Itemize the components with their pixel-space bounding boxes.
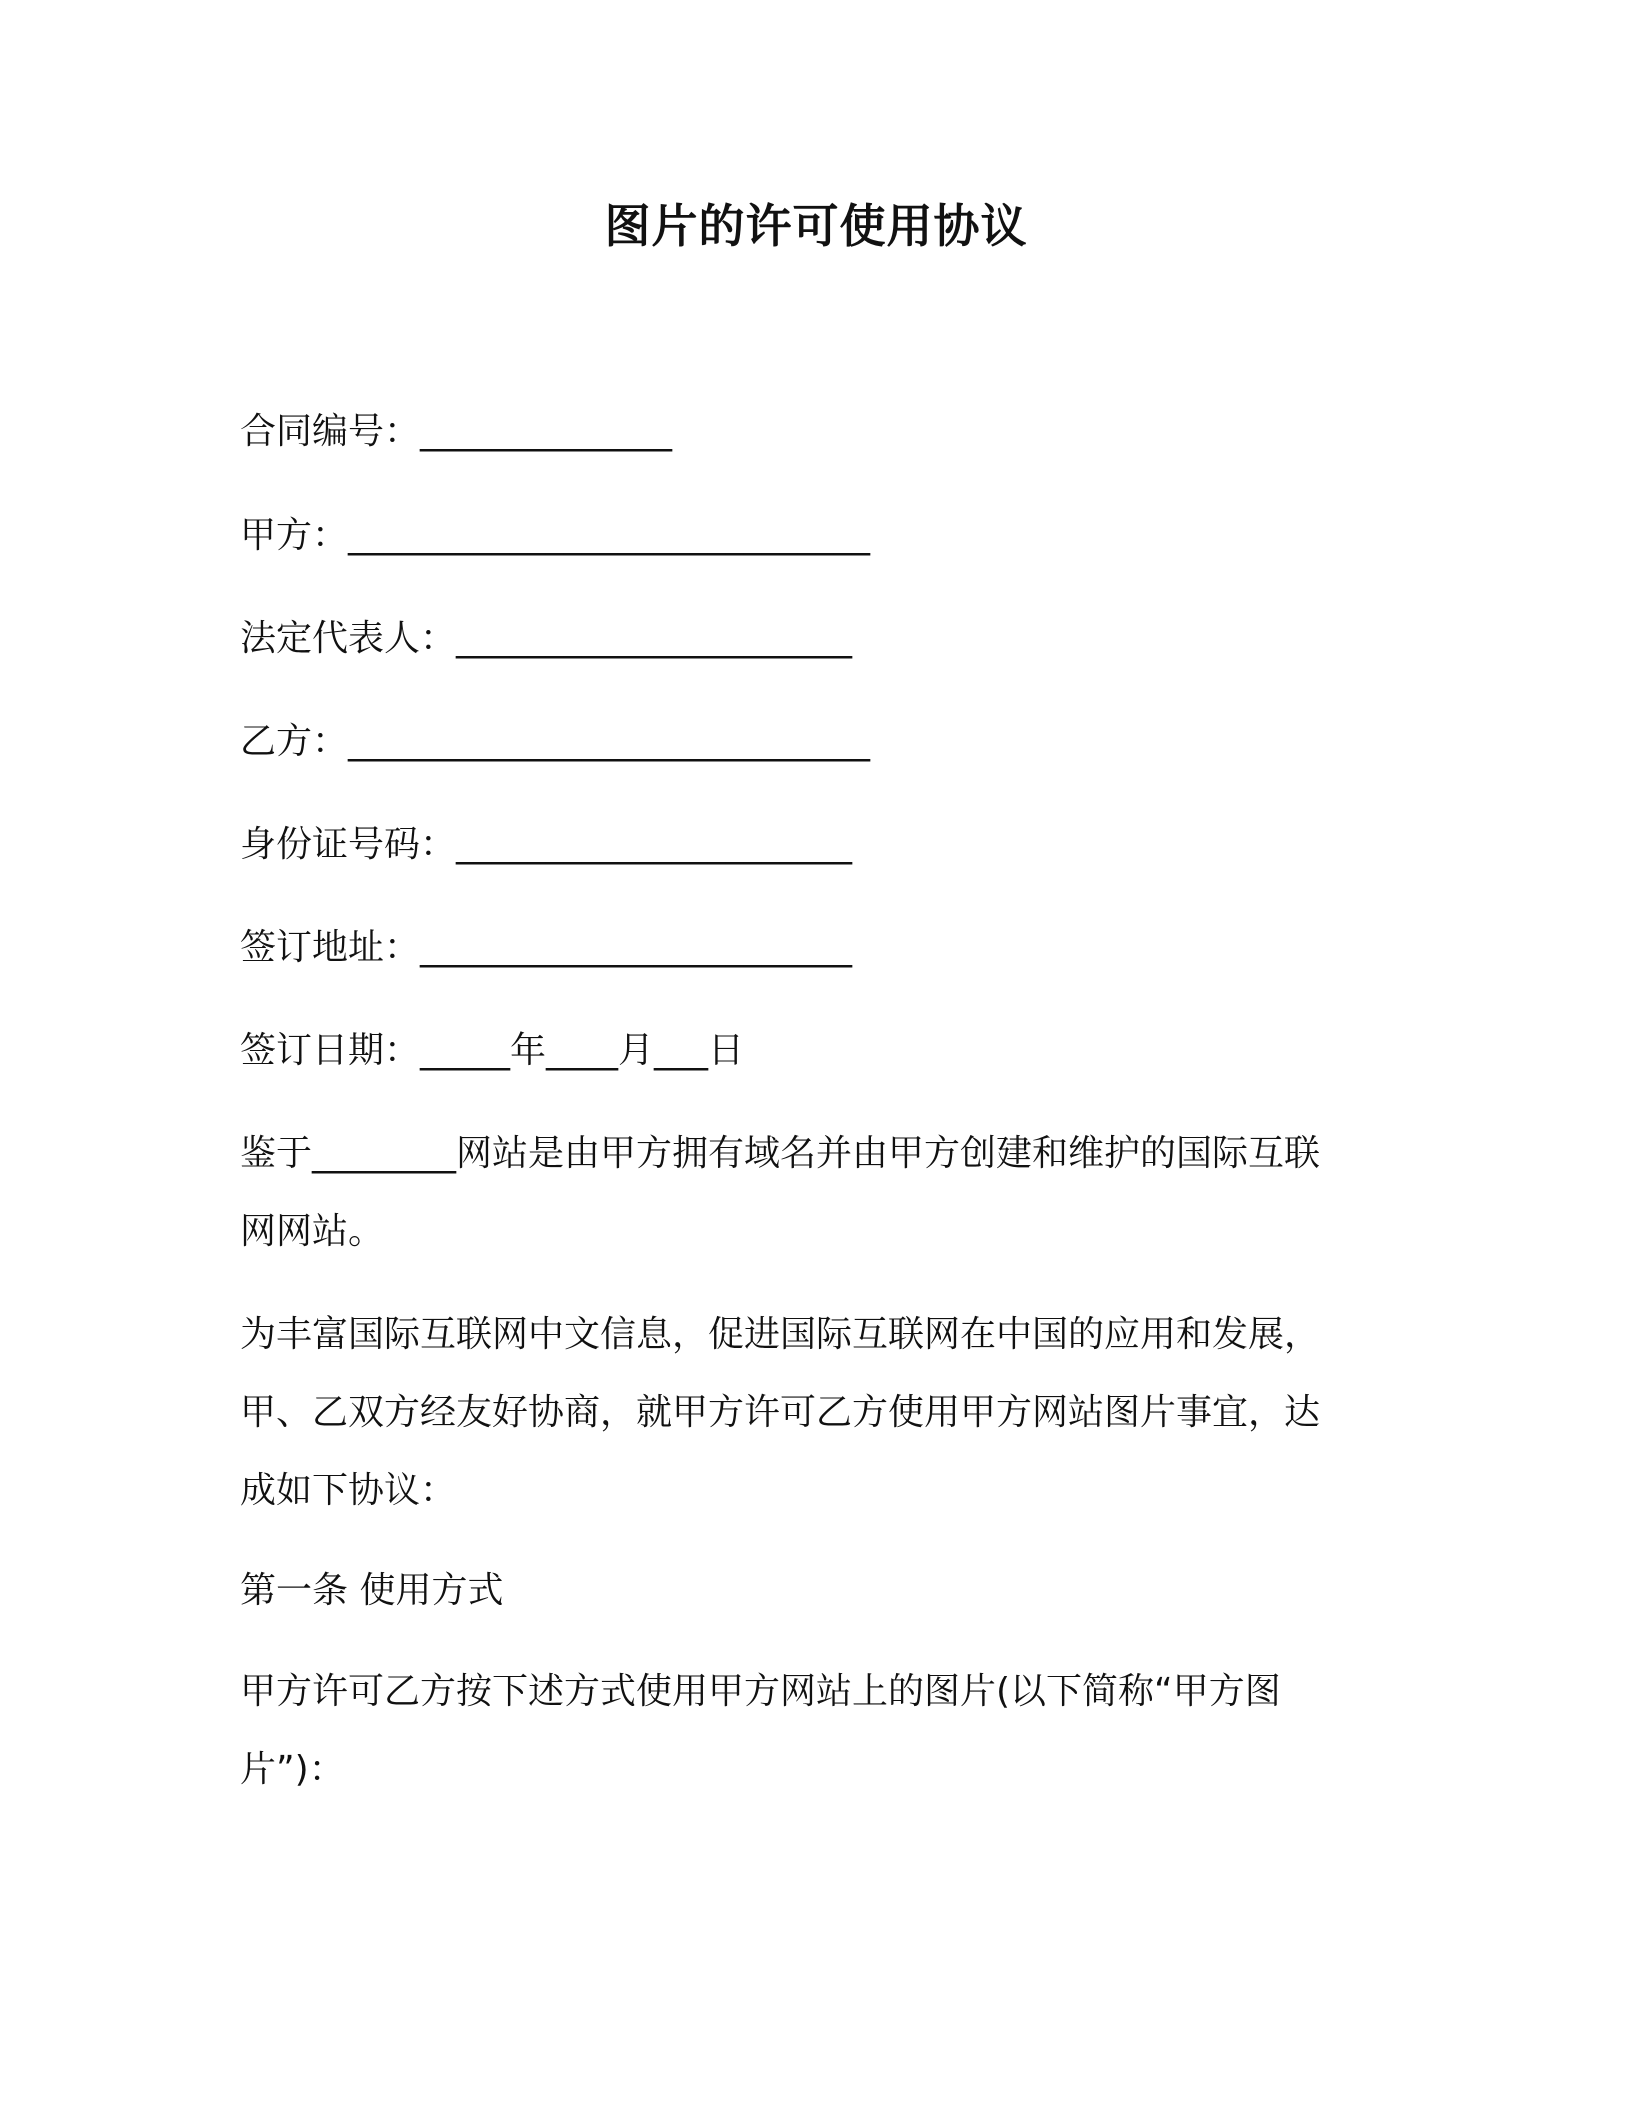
legal-representative-field: 法定代表人：______________________ (240, 618, 853, 659)
signing-address-field: 签订地址：________________________ (240, 927, 853, 968)
contract-number-field: 合同编号：______________ (240, 411, 673, 452)
paragraph-line: 鉴于________网站是由甲方拥有域名并由甲方创建和维护的国际互联 (240, 1133, 1321, 1174)
paragraph-whereas (240, 1115, 1390, 1271)
paragraph-line: 成如下协议： (240, 1470, 457, 1511)
paragraph-line: 网网站。 (240, 1211, 385, 1252)
paragraph-line: 甲、乙双方经友好协商，就甲方许可乙方使用甲方网站图片事宜，达 (240, 1392, 1321, 1433)
paragraph-usage (240, 1653, 1390, 1809)
party-a-field: 甲方：_____________________________ (240, 515, 871, 556)
paragraph-line: 甲方许可乙方按下述方式使用甲方网站上的图片(以下简称“甲方图 (240, 1671, 1281, 1712)
document-title: 图片的许可使用协议 (604, 199, 1028, 253)
paragraph-line: 片”)： (240, 1749, 345, 1790)
id-number-field: 身份证号码：______________________ (240, 824, 853, 865)
signing-date-field: 签订日期：_____年____月___日 (240, 1030, 745, 1071)
paragraph-purpose (240, 1296, 1390, 1530)
party-b-field: 乙方：_____________________________ (240, 721, 871, 762)
paragraph-line: 为丰富国际互联网中文信息，促进国际互联网在中国的应用和发展， (240, 1314, 1321, 1355)
article-1-heading: 第一条 使用方式 (240, 1570, 504, 1611)
